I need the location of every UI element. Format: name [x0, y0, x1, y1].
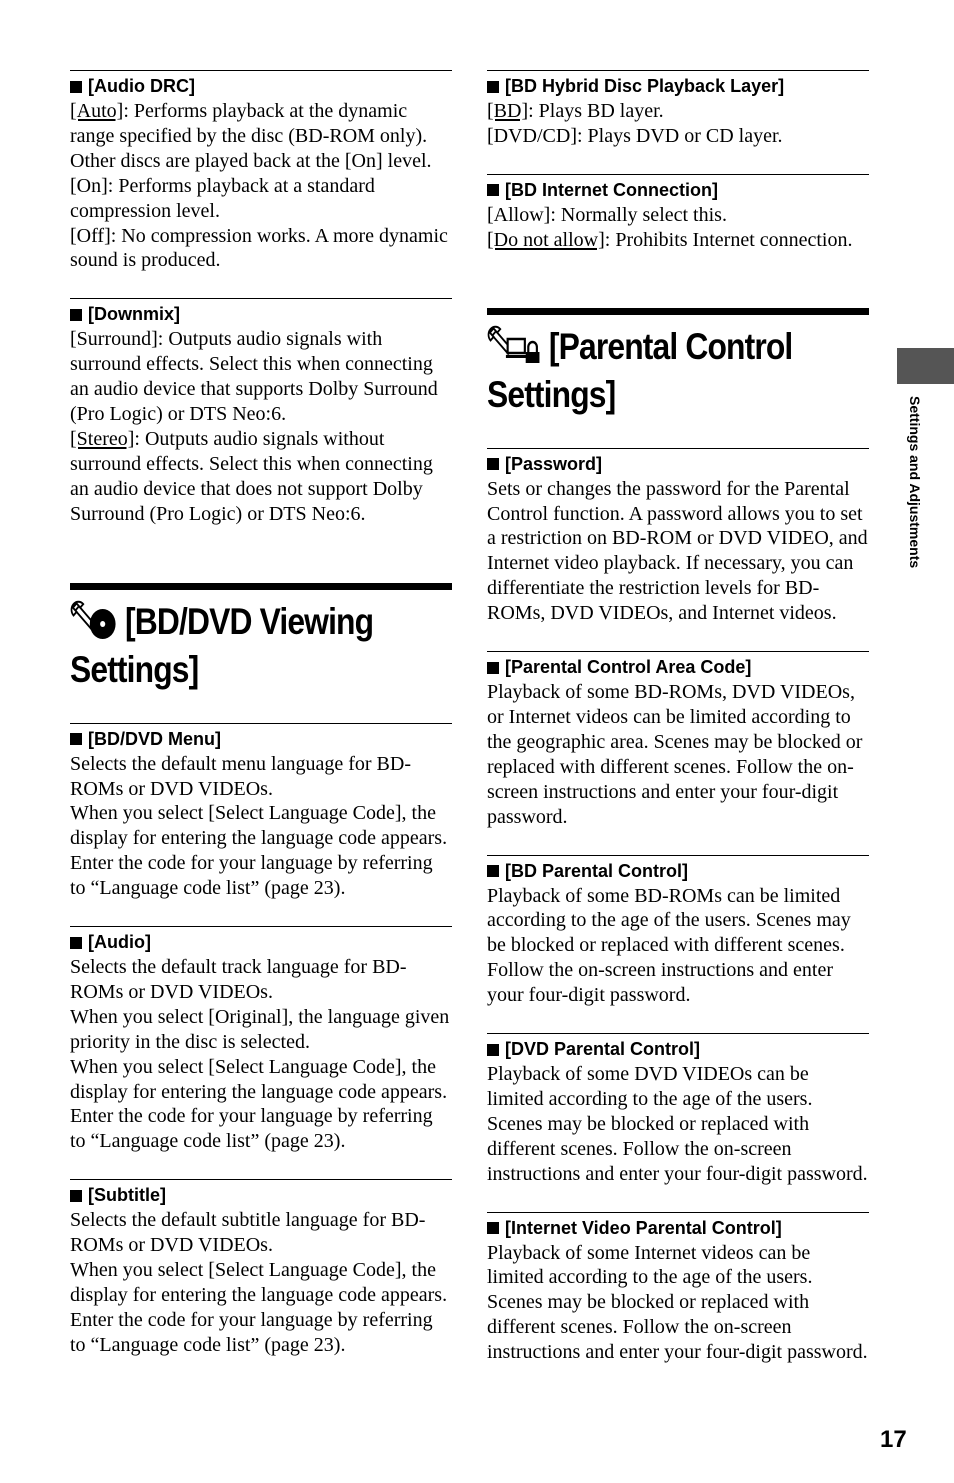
section-area-code	[487, 651, 869, 829]
section-body	[487, 1062, 869, 1187]
body-text: When you select [Select Language Code], the display for entering the language code appears. Enter the code for your language by referring to “Language code list” (page 23).	[70, 1055, 448, 1153]
section-audio	[70, 926, 452, 1154]
section-title: [Parental Control Area Code]	[505, 657, 752, 678]
body-text: [Off]: No compression works. A more dynamic sound is produced.	[70, 224, 448, 272]
body-paragraph	[70, 1208, 452, 1258]
section-dvd-parental	[487, 1033, 869, 1187]
chapter-title-line2: Settings]	[70, 648, 199, 690]
body-text: : Performs playback at the dynamic range specified by the disc (BD-ROM only). Other discs are played back at the [On] level.	[70, 100, 432, 172]
section-internet-video-parental	[487, 1212, 869, 1366]
bullet-square-icon	[487, 1044, 499, 1056]
section-title: [Audio DRC]	[88, 76, 195, 96]
section-body	[487, 203, 869, 253]
body-paragraph	[70, 801, 452, 901]
section-downmix	[70, 298, 452, 526]
section-bd-internet	[487, 174, 869, 253]
body-text: When you select [Original], the language given priority in the disc is selected.	[70, 1005, 450, 1053]
body-paragraph	[487, 99, 869, 124]
section-body	[70, 99, 452, 273]
chapter-title-line1: [Parental Control	[548, 325, 793, 367]
section-title: [Audio]	[88, 932, 151, 953]
section-body	[487, 884, 869, 1009]
left-column	[70, 70, 452, 1358]
body-text: [DVD/CD]: Plays DVD or CD layer.	[487, 124, 783, 147]
bullet-square-icon	[487, 662, 499, 674]
body-text: : Prohibits Internet connection.	[604, 228, 853, 251]
section-title: [BD Hybrid Disc Playback Layer]	[505, 76, 785, 96]
bullet-square-icon	[70, 733, 82, 745]
body-paragraph	[487, 477, 869, 626]
bullet-square-icon	[487, 865, 499, 877]
body-paragraph	[70, 174, 452, 224]
body-text: : Plays BD layer.	[528, 100, 664, 122]
body-text: Playback of some Internet videos can be limited according to the age of the users. Scenes may be blocked or replaced with different scenes. Follow the on-screen instructions and enter your four-digit password.	[487, 1241, 868, 1364]
section-title: [Subtitle]	[88, 1185, 166, 1206]
body-paragraph	[487, 228, 869, 253]
wrench-lock-icon	[487, 325, 544, 374]
section-tab-marker	[897, 348, 954, 384]
body-paragraph	[70, 955, 452, 1005]
section-title: [Password]	[505, 453, 603, 474]
body-text: [On]: Performs playback at a standard compression level.	[70, 174, 375, 222]
body-text: Playback of some BD-ROMs, DVD VIDEOs, or Internet videos can be limited according to the geographic area. Scenes may be blocked or replaced with different scenes. Follow the on-screen instructions and enter your four-digit password.	[487, 681, 863, 828]
body-paragraph	[487, 1062, 869, 1187]
body-text: When you select [Select Language Code], the display for entering the language code appears. Enter the code for your language by referring to “Language code list” (page 23).	[70, 1259, 448, 1356]
body-paragraph	[70, 224, 452, 274]
chapter-heading-bd-dvd	[70, 583, 452, 691]
body-paragraph	[70, 327, 452, 427]
section-bd-dvd-menu	[70, 723, 452, 901]
body-text: Selects the default track language for BD-ROMs or DVD VIDEOs.	[70, 956, 407, 1003]
bullet-square-icon	[70, 1190, 82, 1202]
body-paragraph	[70, 99, 452, 174]
bullet-square-icon	[70, 309, 82, 321]
body-text: Selects the default menu language for BD-ROMs or DVD VIDEOs.	[70, 752, 411, 800]
default-option: [Stereo]	[70, 427, 135, 450]
section-body	[70, 752, 452, 901]
body-paragraph	[487, 1241, 869, 1366]
section-password	[487, 448, 869, 626]
section-body	[487, 680, 869, 829]
wrench-disc-icon	[70, 600, 120, 649]
body-text: : Outputs audio signals without surround effects. Select this when connecting an audio device that does not support Dolby Surround (Pro Logic) or DTS Neo:6.	[70, 427, 433, 525]
section-body	[70, 955, 452, 1154]
body-text: Playback of some BD-ROMs can be limited according to the age of the users. Scenes may be blocked or replaced with different scenes. Follow the on-screen instructions and enter your four-digit password.	[487, 884, 851, 1007]
bullet-square-icon	[487, 81, 499, 93]
body-paragraph	[70, 1005, 452, 1055]
body-text: When you select [Select Language Code], the display for entering the language code appears. Enter the code for your language by referring to “Language code list” (page 23).	[70, 802, 448, 900]
body-paragraph	[487, 124, 869, 149]
section-body	[487, 99, 869, 149]
section-audio-drc	[70, 70, 452, 273]
section-title: [Internet Video Parental Control]	[505, 1217, 782, 1238]
chapter-heading-parental	[487, 308, 869, 416]
right-column	[487, 70, 869, 1365]
section-body	[487, 477, 869, 626]
section-bd-hybrid	[487, 70, 869, 149]
section-body	[487, 1241, 869, 1366]
default-option: [Do not allow]	[487, 228, 605, 251]
bullet-square-icon	[70, 81, 82, 93]
chapter-title-line2: Settings]	[487, 373, 616, 415]
body-text: Selects the default subtitle language for BD-ROMs or DVD VIDEOs.	[70, 1209, 426, 1257]
section-body	[70, 1208, 452, 1357]
default-option: [Auto]	[70, 100, 124, 122]
chapter-title-line1: [BD/DVD Viewing	[125, 600, 374, 642]
body-text: Playback of some DVD VIDEOs can be limited according to the age of the users. Scenes may be blocked or replaced with different scenes. Follow the on-screen instructions and enter your four-digit password.	[487, 1063, 868, 1185]
body-paragraph	[487, 884, 869, 1009]
bullet-square-icon	[70, 937, 82, 949]
section-title: [BD/DVD Menu]	[88, 728, 221, 749]
page-number: 17	[880, 1426, 907, 1453]
section-title: [BD Internet Connection]	[505, 179, 718, 200]
section-title: [BD Parental Control]	[505, 860, 689, 881]
body-paragraph	[487, 203, 869, 228]
body-paragraph	[70, 427, 452, 527]
side-section-label: Settings and Adjustments	[907, 396, 923, 569]
section-subtitle	[70, 1179, 452, 1357]
default-option: [BD]	[487, 100, 529, 122]
body-text: Sets or changes the password for the Parental Control function. A password allows you to set a restriction on BD-ROM or DVD VIDEO, and Internet video playback. If necessary, you can differentiate the restriction levels for BD-ROMs, DVD VIDEOs, and Internet videos.	[487, 477, 868, 625]
bullet-square-icon	[487, 458, 499, 470]
bullet-square-icon	[487, 1222, 499, 1234]
section-bd-parental	[487, 855, 869, 1009]
body-text: [Surround]: Outputs audio signals with surround effects. Select this when connecting an audio device that supports Dolby Surround (Pro Logic) or DTS Neo:6.	[70, 328, 438, 426]
body-text: [Allow]: Normally select this.	[487, 203, 727, 226]
body-paragraph	[487, 680, 869, 829]
section-title: [Downmix]	[88, 304, 180, 325]
body-paragraph	[70, 1258, 452, 1358]
section-title: [DVD Parental Control]	[505, 1039, 701, 1060]
section-body	[70, 327, 452, 526]
bullet-square-icon	[487, 184, 499, 196]
body-paragraph	[70, 752, 452, 802]
body-paragraph	[70, 1055, 452, 1155]
